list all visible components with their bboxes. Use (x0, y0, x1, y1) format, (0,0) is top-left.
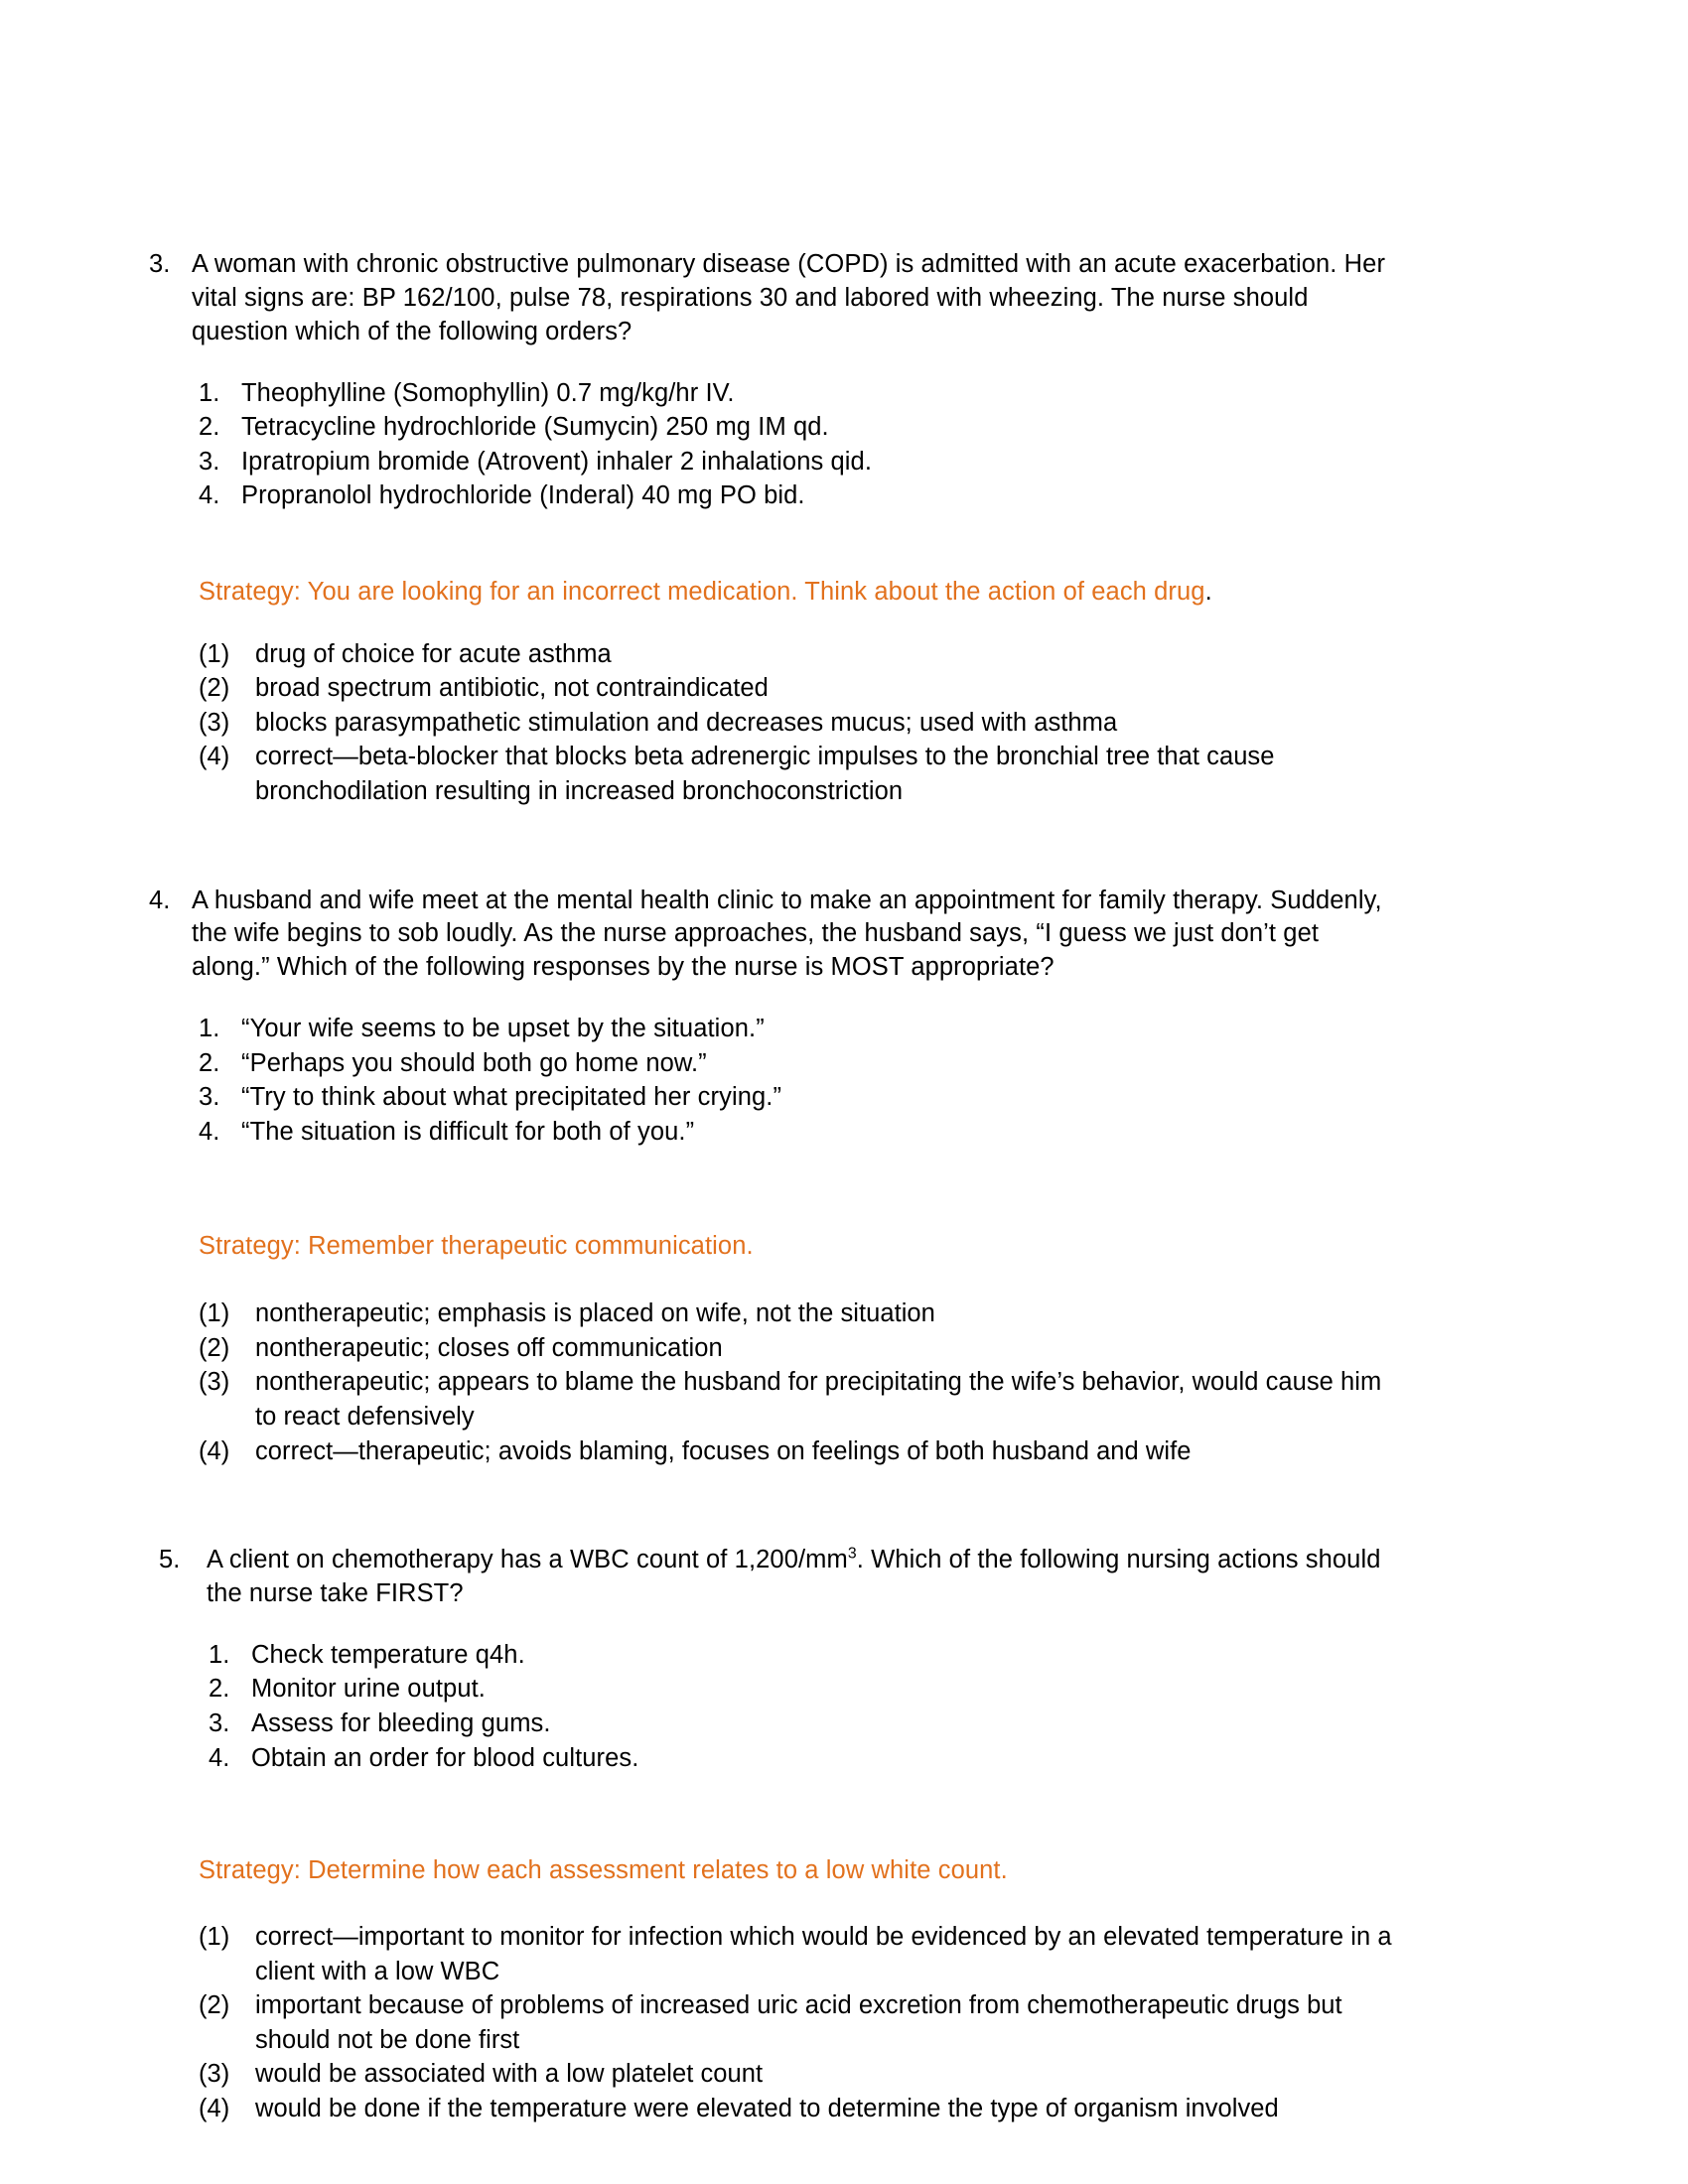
rationale-list (149, 637, 1400, 809)
rationale-list (149, 1920, 1400, 2125)
answer-option[interactable] (209, 1741, 1400, 1776)
rationale-text: nontherapeutic; emphasis is placed on wife, not the situation (255, 1299, 935, 1328)
question-stem-part-1: A client on chemotherapy has a WBC count of 1,200/mm (207, 1546, 848, 1574)
rationale-item (199, 1920, 1400, 1988)
answer-options-list (149, 376, 1400, 513)
answer-option-text: “Try to think about what precipitated her crying.” (241, 1083, 782, 1112)
answer-option-text: Ipratropium bromide (Atrovent) inhaler 2 inhalations qid. (241, 447, 873, 476)
rationale-number: (3) (199, 2060, 230, 2089)
answer-option-number: 3. (209, 1709, 230, 1737)
answer-option[interactable] (199, 1046, 1400, 1081)
answer-option-number: 4. (209, 1743, 230, 1772)
rationale-item (199, 2092, 1400, 2126)
answer-option-number: 4. (199, 481, 220, 510)
answer-option[interactable] (199, 1012, 1400, 1046)
rationale-item (199, 740, 1400, 808)
rationale-item (199, 637, 1400, 672)
answer-option-text: Monitor urine output. (251, 1675, 486, 1704)
question-block-5 (149, 1544, 1400, 2125)
rationale-text: correct—beta-blocker that blocks beta adrenergic impulses to the bronchial tree that cause bronchodilation resulting in increased bronchoconstriction (255, 743, 1275, 805)
answer-option-text: Check temperature q4h. (251, 1640, 525, 1669)
strategy-text: Strategy: You are looking for an incorrect medication. Think about the action of each drug (199, 577, 1205, 606)
strategy-line (149, 576, 1400, 610)
answer-option[interactable] (199, 478, 1400, 513)
rationale-number: (1) (199, 1923, 230, 1951)
question-stem-part-2: . Which of the following nursing actions should the nurse take FIRST? (207, 1546, 1381, 1607)
rationale-item (199, 671, 1400, 706)
question-stem (149, 1544, 1400, 1611)
rationale-number: (2) (199, 1333, 230, 1362)
answer-option-text: “Perhaps you should both go home now.” (241, 1048, 707, 1077)
answer-option-text: Theophylline (Somophyllin) 0.7 mg/kg/hr IV. (241, 378, 735, 407)
strategy-period: . (1204, 577, 1212, 606)
rationale-item (199, 706, 1400, 741)
strategy-line (149, 1854, 1400, 1888)
rationale-item (199, 1988, 1400, 2057)
rationale-number: (4) (199, 1436, 230, 1465)
rationale-text: nontherapeutic; closes off communication (255, 1333, 723, 1362)
rationale-text: important because of problems of increased uric acid excretion from chemotherapeutic drugs but should not be done first (255, 1991, 1342, 2054)
rationale-text: would be associated with a low platelet count (255, 2060, 764, 2089)
answer-option-text: Propranolol hydrochloride (Inderal) 40 mg PO bid. (241, 481, 805, 510)
rationale-number: (1) (199, 639, 230, 668)
answer-option[interactable] (209, 1638, 1400, 1673)
rationale-item (199, 1434, 1400, 1469)
answer-option-number: 3. (199, 1083, 220, 1112)
question-block-3 (149, 248, 1400, 809)
rationale-number: (3) (199, 708, 230, 737)
question-number: 3. (149, 250, 171, 278)
rationale-number: (3) (199, 1368, 230, 1397)
rationale-number: (2) (199, 674, 230, 703)
superscript-exponent: 3 (847, 1545, 857, 1563)
strategy-text: Strategy: Remember therapeutic communication. (199, 1232, 754, 1261)
answer-option-text: Obtain an order for blood cultures. (251, 1743, 639, 1772)
question-stem (149, 885, 1400, 986)
question-stem (149, 248, 1400, 349)
rationale-text: nontherapeutic; appears to blame the husband for precipitating the wife’s behavior, would cause him to react defensively (255, 1368, 1382, 1431)
rationale-item (199, 2057, 1400, 2092)
question-stem-text (207, 1544, 1400, 1611)
answer-option[interactable] (199, 445, 1400, 479)
strategy-line (149, 1230, 1400, 1264)
rationale-number: (4) (199, 2094, 230, 2122)
answer-option-text: Tetracycline hydrochloride (Sumycin) 250 mg IM qd. (241, 413, 829, 442)
answer-option[interactable] (209, 1672, 1400, 1706)
rationale-number: (2) (199, 1991, 230, 2020)
question-block-4 (149, 885, 1400, 1469)
answer-option[interactable] (209, 1706, 1400, 1741)
answer-option-number: 2. (199, 1048, 220, 1077)
rationale-item (199, 1331, 1400, 1366)
question-number: 5. (159, 1546, 181, 1574)
strategy-text: Strategy: Determine how each assessment relates to a low white count. (199, 1856, 1008, 1885)
rationale-text: correct—therapeutic; avoids blaming, focuses on feelings of both husband and wife (255, 1436, 1192, 1465)
answer-option[interactable] (199, 1080, 1400, 1115)
answer-options-list (149, 1012, 1400, 1149)
rationale-text: drug of choice for acute asthma (255, 639, 612, 668)
answer-option-number: 1. (199, 1015, 220, 1043)
rationale-item (199, 1365, 1400, 1433)
rationale-number: (1) (199, 1299, 230, 1328)
rationale-text: would be done if the temperature were elevated to determine the type of organism involved (255, 2094, 1279, 2122)
answer-option-number: 1. (209, 1640, 230, 1669)
rationale-text: blocks parasympathetic stimulation and decreases mucus; used with asthma (255, 708, 1118, 737)
answer-option-text: “The situation is difficult for both of you.” (241, 1117, 695, 1146)
question-stem-text: A woman with chronic obstructive pulmonary disease (COPD) is admitted with an acute exacerbation. Her vital signs are: BP 162/100, pulse 78, respirations 30 and labored with wheezing. The nurse should question which of the following orders? (192, 250, 1386, 345)
rationale-number: (4) (199, 743, 230, 771)
answer-options-list (149, 1638, 1400, 1775)
question-number: 4. (149, 886, 171, 914)
answer-option-number: 2. (199, 413, 220, 442)
rationale-item (199, 1297, 1400, 1331)
answer-option-number: 2. (209, 1675, 230, 1704)
answer-option[interactable] (199, 1115, 1400, 1150)
rationale-text: correct—important to monitor for infection which would be evidenced by an elevated temperature in a client with a low WBC (255, 1923, 1392, 1985)
question-stem-text: A husband and wife meet at the mental health clinic to make an appointment for family therapy. Suddenly, the wife begins to sob loudly. As the nurse approaches, the husband says, “I guess we just don’t get along.” Which of the following responses by the nurse is MOST appropriate? (192, 886, 1382, 982)
answer-option-number: 4. (199, 1117, 220, 1146)
answer-option-text: “Your wife seems to be upset by the situation.” (241, 1015, 765, 1043)
answer-option-text: Assess for bleeding gums. (251, 1709, 551, 1737)
rationale-text: broad spectrum antibiotic, not contraindicated (255, 674, 769, 703)
rationale-list (149, 1297, 1400, 1468)
answer-option-number: 1. (199, 378, 220, 407)
answer-option[interactable] (199, 376, 1400, 411)
answer-option-number: 3. (199, 447, 220, 476)
answer-option[interactable] (199, 410, 1400, 445)
